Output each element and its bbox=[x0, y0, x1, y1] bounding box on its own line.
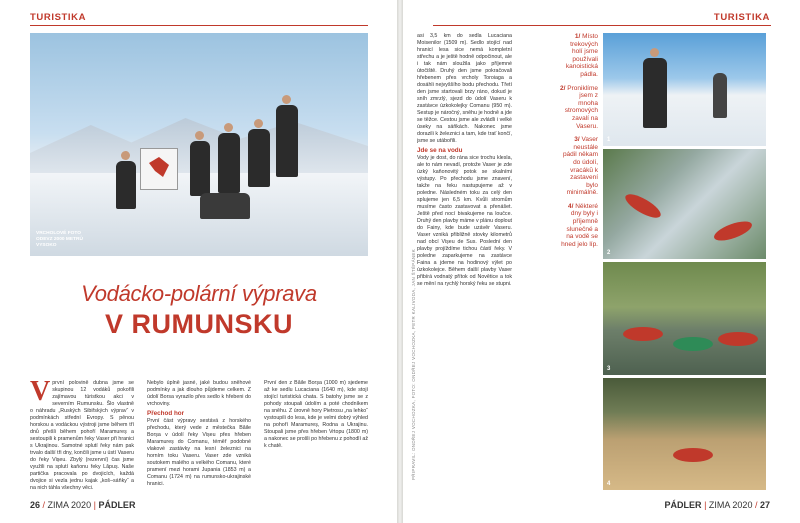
person-head bbox=[121, 151, 130, 160]
person bbox=[248, 129, 270, 187]
caption-number: 2/ bbox=[560, 84, 566, 92]
page-number: 26 bbox=[30, 500, 41, 510]
caption-text: Některé dny byly i příjemně slunečné a na vodě se hned jelo líp. bbox=[561, 202, 598, 248]
body-column-3 bbox=[264, 380, 368, 490]
kayak bbox=[673, 337, 713, 351]
hero-photo-caption: VRCHOLOVÉ FOTO ODEVZ 2000 METRŮ VYSOKO bbox=[36, 231, 83, 248]
person-head bbox=[224, 123, 233, 132]
kayak bbox=[622, 190, 664, 222]
hiker bbox=[713, 73, 727, 118]
body-text: asi 3,5 km do sedla Lucaciana Moisenilor (1509 m). Sedlo stojící nad hranicí lesa sice nemá kompletní střechu a je ještě hodně odpočinout, ale i tak nám sloužila jako příjemné útočiště. Druhý den jsme pokračovali hřebenem přes vrcholy Toroiaga a dosáhli nejvyššího bodu přechodu. Třetí den jsme startovali brzy ráno, dokud je sníh zmrzlý, sjezd do údolí Vaseru k zastávce úzkokolejky Comanu (950 m). Sestup je náročný, sněhu je hodně a jde se těžce. Cestou jsme ale zvládli i velké úseky na sáňkách. Nakonec jsme dorazili k železnici a tam, kde trať končí, jsme se utábořili. bbox=[417, 33, 512, 144]
photo-number: 1 bbox=[607, 137, 611, 143]
person bbox=[276, 105, 298, 177]
body-text: Vody je dost, do rána sice trochu klesla, ale to nám nevadí, protože Vaser je zde úzký kaňonovitý potok se skalními výstupy. Po přechodu jsme znavení, takže na řeku nastupujeme až v poledne. Následném toku za celý den splujeme jen 6,5 km. Kvůli stromům musíme často zastavovat a přenášet. Ještě před nocí bivakujeme na loučce. Druhý den plavby máme v plánu doplout do Fainy, kde bude uzávěr Vaseru. Vaser vzniká přibližně stovky kilometrů nad obcí Vișeu de Sus. Poslední den plavby projíždíme tichou částí řeky. V poledne zaparkujeme na zastávce Faina a jdeme na hodinový výlet po úzkokolejce. Během další plavby Vaser přibírá vodnatý přítok od Novětice a tok se mění na rychlý horský řeku se stupni. bbox=[417, 155, 512, 287]
person bbox=[116, 161, 136, 209]
person bbox=[218, 133, 240, 193]
kayak bbox=[718, 332, 758, 346]
dropcap: V bbox=[30, 380, 51, 407]
right-page bbox=[403, 0, 800, 523]
caption-text: Místo trekových holí jsme používali kanoistická pádla. bbox=[565, 33, 598, 78]
photo-hikers-snow bbox=[603, 33, 766, 146]
photo-whitewater bbox=[603, 378, 766, 490]
photo-captions bbox=[560, 33, 598, 248]
subhead: Jde se na vodu bbox=[417, 147, 463, 154]
kayak bbox=[623, 327, 663, 341]
left-page bbox=[0, 0, 397, 523]
club-flag bbox=[140, 148, 178, 190]
caption-number: 1/ bbox=[574, 33, 581, 40]
issue-label: ZIMA 2020 bbox=[708, 500, 753, 510]
photo-credits: PŘIPRAVIL: ONDŘEJ VOCHOZKA, FOTO: ONDŘEJ VOCHOZKA, PETR KALIVODA, JAN ŠTĚPÁNEK bbox=[411, 248, 416, 480]
body-column-2 bbox=[147, 380, 251, 490]
right-body-column-1 bbox=[417, 33, 512, 493]
magazine-name: PÁDLER bbox=[664, 500, 702, 510]
photo-number: 4 bbox=[607, 481, 611, 487]
section-label: TURISTIKA bbox=[30, 12, 87, 23]
caption-number: 3/ bbox=[574, 136, 580, 144]
body-text: První den z Băile Borșa (1000 m) sjedeme až ke sedlu Lucaciana (1640 m), kde stojí stojící turistická chata. S batohy jsme se z pohody stoupali údolím a poté chodníkem na sněhu. Z úrovně hory Pietrosu „na lehko“ vystoupili do lesa, kde je velmi dobrý výhled na pohoří Maramureș, Rodna a Ukrajinu. Stoupali jsme přes hřeben Vrtopu (1800 m) a nakonec se prošli po hřebenu z pohodlí až k chatě. bbox=[264, 380, 368, 449]
body-text: první polovině dubna jsme se skupinou 12 vodáků pokořili zajímavou túristkou akci v severním Rumunsku. Šlo vlastně o náhradu „Ruských Sibiřských výprav“ v podmínkách střední Evropy. S pěnou horskou a vodáckou výstroji jsme během tří dnů přešli během pohoří Maramureș a sestoupili k pramenům řeky Vaser při hranici s Ukrajinou. Samotné splutí řeky nám pak trvalo další tři dny, končili jsme u ústí Vaseru do řeky Vișeu. Zbylý (rezervní) čas jsme využili na splutí kaňonu řeky Lăpuș. Naše partička pracovala po dvojicích, každá dvojice si vezla jednu kajak „koš–sáňky“ a na nich táhla všechny věci. bbox=[30, 380, 134, 490]
photo-paddlers-river bbox=[603, 262, 766, 375]
hiker bbox=[643, 58, 667, 128]
person-head bbox=[195, 131, 204, 140]
photo-number: 3 bbox=[607, 366, 611, 372]
person-head bbox=[254, 119, 263, 128]
seated-group bbox=[200, 193, 250, 219]
footer-divider: / bbox=[42, 500, 48, 510]
person bbox=[190, 141, 210, 196]
body-text: Nebylo úplně jasné, jaké budou sněhové podmínky a jak dlouho půjdeme celkem. Z údolí Borsa vyrazilo přes sedlo k hřebeni do vrchoviny. bbox=[147, 380, 251, 407]
page-footer bbox=[30, 500, 135, 510]
kayak bbox=[712, 218, 754, 245]
hero-photo bbox=[30, 33, 368, 256]
subhead: Přechod hor bbox=[147, 410, 185, 417]
kayak bbox=[673, 448, 713, 462]
photo-caption-4 bbox=[560, 203, 598, 249]
body-column-1 bbox=[30, 380, 134, 490]
person-head bbox=[282, 95, 291, 104]
issue-label: ZIMA 2020 bbox=[47, 500, 92, 510]
top-rule bbox=[433, 25, 771, 26]
photo-caption-2 bbox=[560, 85, 598, 131]
flag-emblem-icon bbox=[149, 157, 169, 177]
caption-text: Proniklíme jsem z mnoha stromových zavalí na Vaseru. bbox=[564, 84, 598, 130]
body-text: První část výpravy sestává z horského přechodu, který vede z městečka Băile Borșa v údolí řeky Vișeu přes hřeben Maramureș do Comanu, téměř podobné vlakové zastávky na lesní železnici na horním toku Vaseru. Vaser zde vzniká soutokem malého a velkého Comanu, které pramení mezi horami Jupania (1853 m) a Comanu (1724 m) na rumunsko-ukrajinské hranici. bbox=[147, 418, 251, 487]
hiker-head bbox=[650, 48, 659, 57]
photo-number: 2 bbox=[607, 250, 611, 256]
footer-divider: | bbox=[704, 500, 709, 510]
photo-caption-3 bbox=[560, 136, 598, 197]
top-rule bbox=[30, 25, 368, 26]
page-footer bbox=[665, 500, 770, 510]
page-number: 27 bbox=[759, 500, 770, 510]
section-label: TURISTIKA bbox=[713, 12, 770, 23]
caption-text: Vaser neustále pádil někam do údolí, vracákŭ k zastavení bylo minimálně. bbox=[562, 136, 598, 197]
magazine-name: PÁDLER bbox=[98, 500, 136, 510]
photo-kayak-stream bbox=[603, 149, 766, 259]
footer-divider: | bbox=[93, 500, 99, 510]
caption-number: 4/ bbox=[568, 202, 574, 210]
footer-divider: / bbox=[754, 500, 760, 510]
photo-caption-1 bbox=[560, 33, 598, 79]
article-title-line2: V RUMUNSKU bbox=[104, 309, 293, 339]
article-title-line1: Vodácko-polární výprava bbox=[81, 281, 317, 306]
